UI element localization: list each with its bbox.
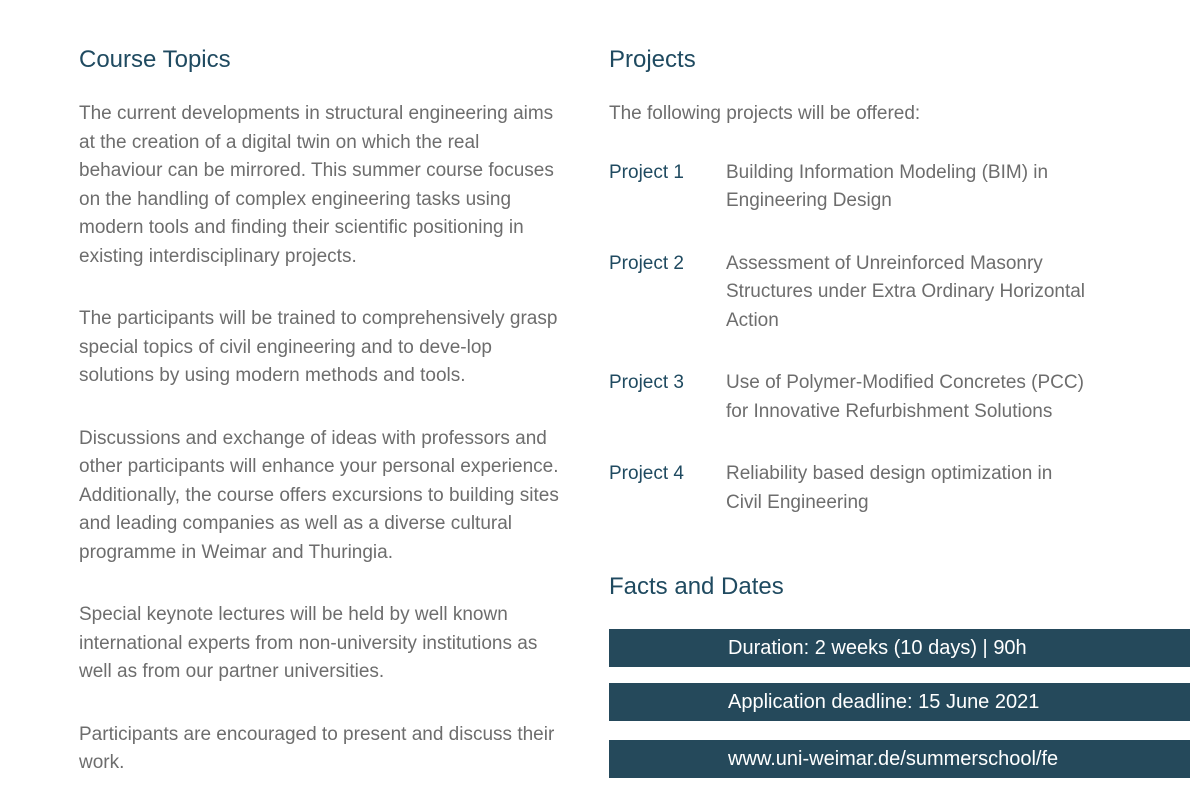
project-title: Building Information Modeling (BIM) in Engineering Design <box>726 161 1049 211</box>
course-topics-paragraph-5: Participants are encouraged to present and discuss their work. <box>79 723 555 773</box>
project-title: Use of Polymer-Modified Concretes (PCC) for Innovative Refurbishment Solutions <box>726 372 1084 422</box>
facts-and-dates-heading: Facts and Dates <box>609 573 784 600</box>
website-url-link[interactable]: www.uni-weimar.de/summerschool/fe <box>609 740 1190 778</box>
project-id: Project 1 <box>609 161 684 183</box>
course-topics-section <box>79 44 559 778</box>
project-item <box>609 250 1190 336</box>
projects-section <box>609 44 1190 517</box>
project-title: Assessment of Unreinforced Masonry Structures under Extra Ordinary Horizontal Action <box>726 252 1086 331</box>
duration-bar: Duration: 2 weeks (10 days) | 90h <box>609 629 1190 667</box>
course-topics-paragraph-4: Special keynote lectures will be held by well known international experts from non-university institutions as well as from our partner universities. <box>79 604 538 682</box>
project-item <box>609 369 1190 426</box>
projects-intro: The following projects will be offered: <box>609 103 921 124</box>
project-id: Project 3 <box>609 372 684 393</box>
course-topics-paragraph-2: The participants will be trained to comprehensively grasp special topics of civil engineering and to deve-lop solutions by using modern methods and tools. <box>79 308 558 386</box>
course-topics-heading: Course Topics <box>79 46 231 73</box>
project-item <box>609 460 1190 517</box>
project-title: Reliability based design optimization in Civil Engineering <box>726 463 1053 513</box>
projects-heading: Projects <box>609 46 696 73</box>
project-id: Project 2 <box>609 252 684 274</box>
course-topics-paragraph-1: The current developments in structural engineering aims at the creation of a digital twin on which the real behaviour can be mirrored. This summer course focuses on the handling of complex engineering tasks using modern tools and finding their scientific positioning in existing interdisciplinary projects. <box>79 103 554 267</box>
project-id: Project 4 <box>609 463 684 484</box>
course-topics-paragraph-3: Discussions and exchange of ideas with professors and other participants will enhance your personal experience. Additionally, the course offers excursions to building sites and leading companies as well as a diverse cultural programme in Weimar and Thuringia. <box>79 427 559 563</box>
application-deadline-bar: Application deadline: 15 June 2021 <box>609 683 1190 721</box>
project-item <box>609 159 1190 216</box>
